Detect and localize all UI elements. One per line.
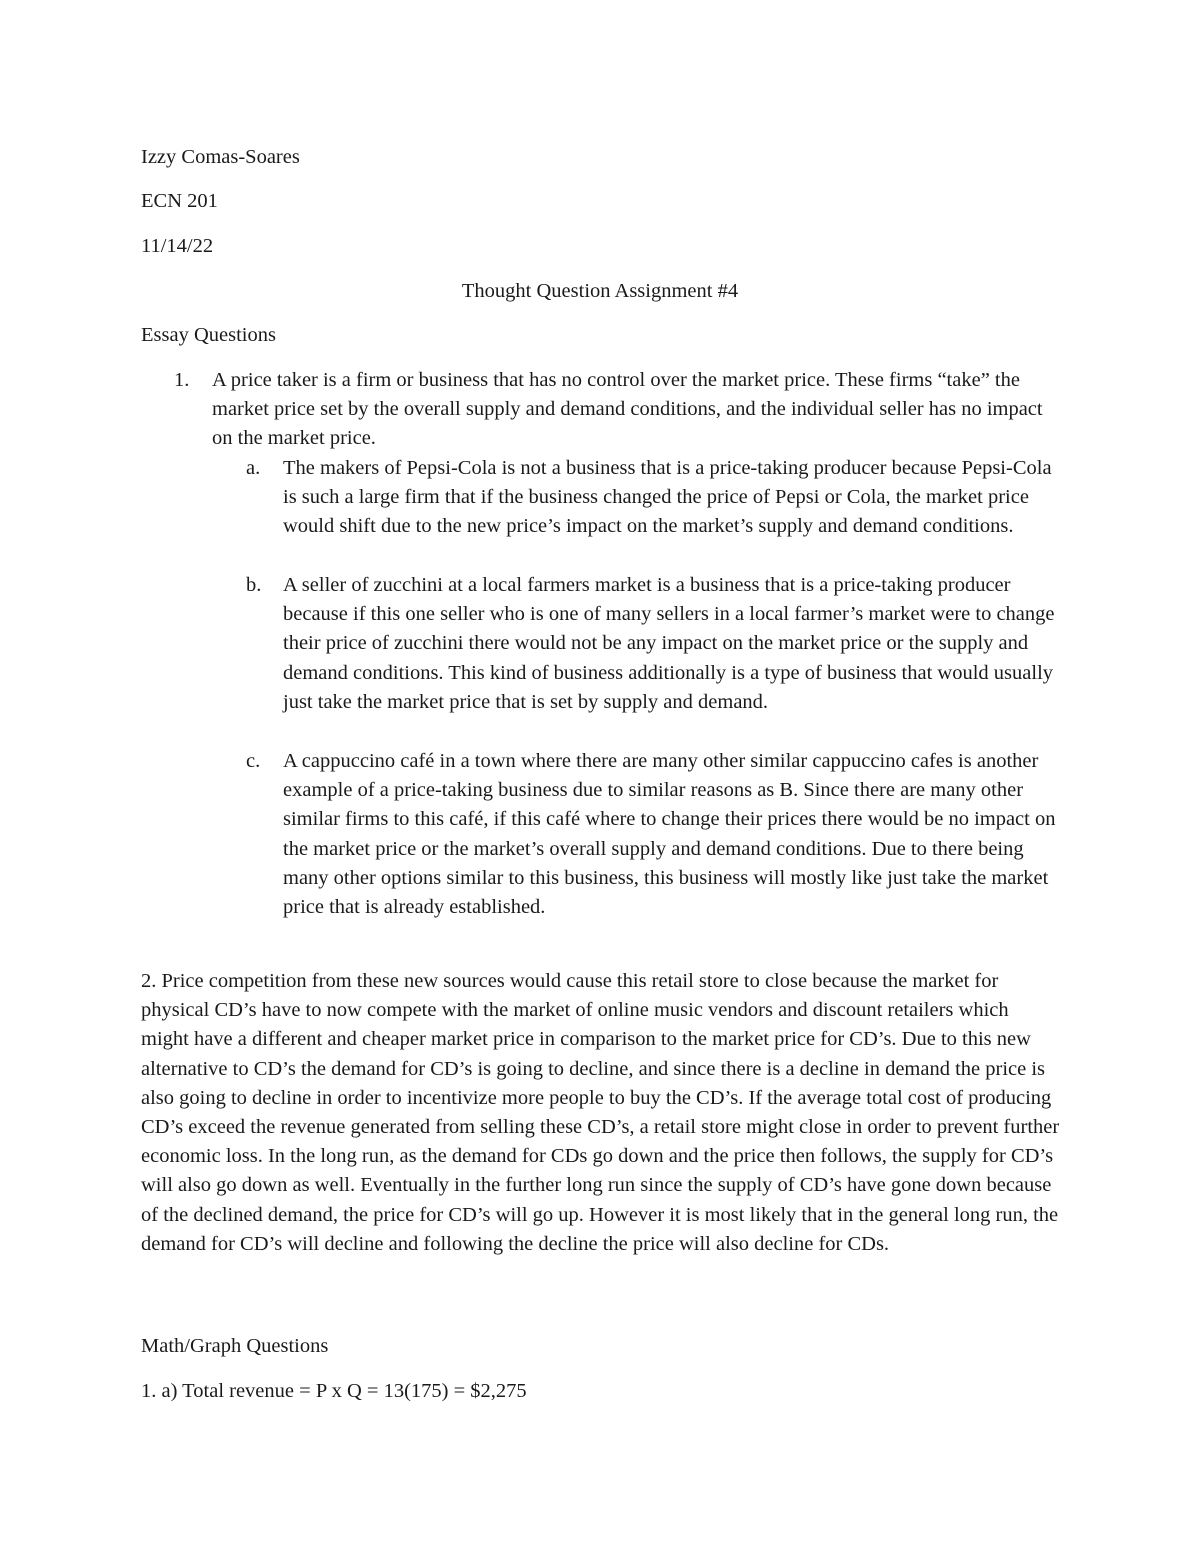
sub-item-text: The makers of Pepsi-Cola is not a business that is a price-taking producer because Pepsi-Cola is such a large firm that if the business changed the price of Pepsi or Cola, the market price would shift due to the new price’s impact on the market’s supply and demand conditions.	[283, 457, 1052, 538]
sub-letter: c.	[246, 750, 261, 772]
math-heading: Math/Graph Questions	[141, 1335, 329, 1357]
math-question-1a: 1. a) Total revenue = P x Q = 13(175) = $2,275	[141, 1380, 527, 1402]
sub-letter: a.	[246, 457, 261, 479]
sub-item-c	[246, 747, 1063, 922]
sub-letter: b.	[246, 574, 262, 596]
list-number: 1.	[174, 369, 190, 391]
date: 11/14/22	[141, 235, 214, 257]
course-code: ECN 201	[141, 190, 218, 212]
sub-item-text: A seller of zucchini at a local farmers market is a business that is a price-taking producer because if this one seller who is one of many sellers in a local farmer’s market were to change their price of zucchini there would not be any impact on the market price or the supply and demand conditions. This kind of business additionally is a type of business that would usually just take the market price that is set by supply and demand.	[283, 574, 1055, 713]
essay-heading: Essay Questions	[141, 324, 276, 346]
sub-item-a	[246, 454, 1063, 542]
sub-item-b	[246, 571, 1063, 717]
assignment-title: Thought Question Assignment #4	[461, 280, 739, 302]
essay-question-2: 2. Price competition from these new sources would cause this retail store to close because the market for physical CD’s have to now compete with the market of online music vendors and discount retailers which might have a different and cheaper market price in comparison to the market price for CD’s. Due to this new alternative to CD’s the demand for CD’s is going to decline, and since there is a decline in demand the price is also going to decline in order to incentivize more people to buy the CD’s. If the average total cost of producing CD’s exceed the revenue generated from selling these CD’s, a retail store might close in order to prevent further economic loss. In the long run, as the demand for CDs go down and the price then follows, the supply for CD’s will also go down as well. Eventually in the further long run since the supply of CD’s have gone down because of the declined demand, the price for CD’s will go up. However it is most likely that in the general long run, the demand for CD’s will decline and following the decline the price will also decline for CDs.	[141, 970, 1060, 1255]
author-name: Izzy Comas-Soares	[141, 146, 300, 168]
essay-question-1	[174, 366, 1062, 454]
question-1-text: A price taker is a firm or business that has no control over the market price. These firms “take” the market price set by the overall supply and demand conditions, and the individual seller has no impact on the market price.	[212, 369, 1043, 450]
sub-item-text: A cappuccino café in a town where there are many other similar cappuccino cafes is another example of a price-taking business due to similar reasons as B. Since there are many other similar firms to this café, if this café where to change their prices there would be no impact on the market price or the market’s overall supply and demand conditions. Due to there being many other options similar to this business, this business will mostly like just take the market price that is already established.	[283, 750, 1056, 919]
